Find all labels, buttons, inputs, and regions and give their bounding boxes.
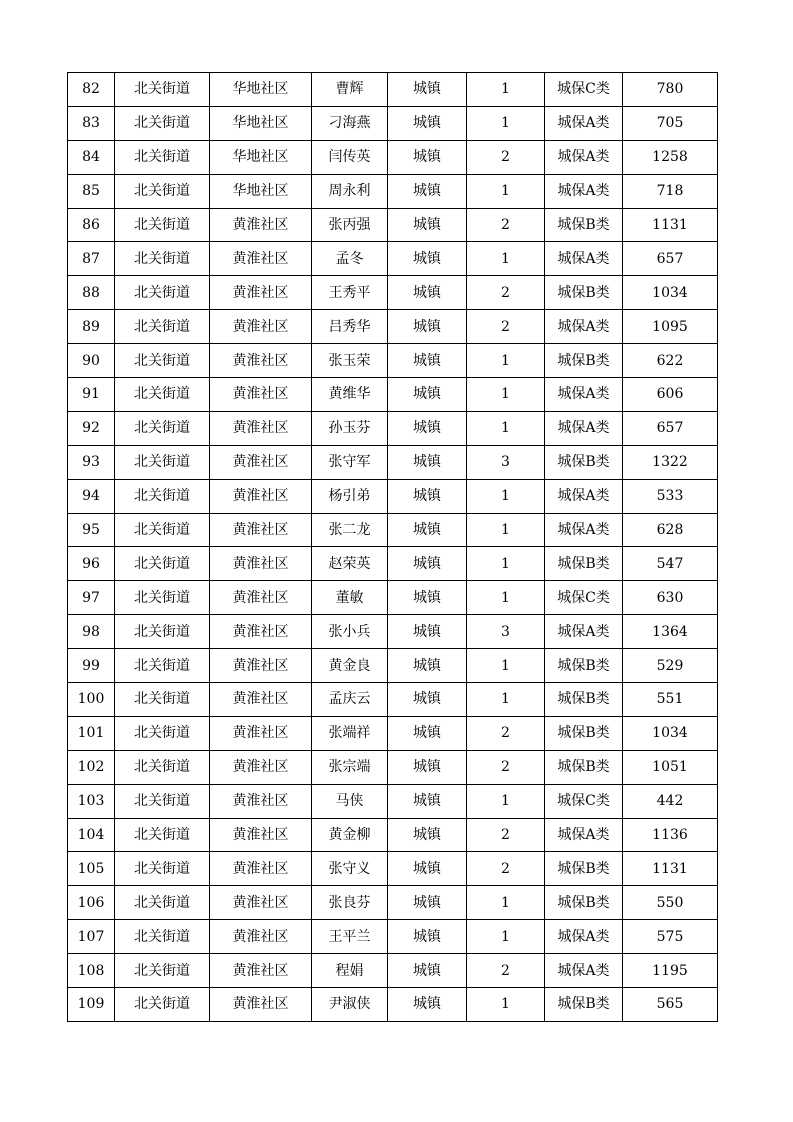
amount-cell: 1051 <box>623 750 718 784</box>
table-row <box>68 954 718 988</box>
name-cell: 张小兵 <box>312 615 388 649</box>
community-cell: 黄淮社区 <box>210 615 312 649</box>
community-cell: 黄淮社区 <box>210 988 312 1022</box>
row-number-cell: 108 <box>68 954 115 988</box>
household-type-cell: 城镇 <box>388 73 467 107</box>
name-cell: 曹辉 <box>312 73 388 107</box>
table-row <box>68 479 718 513</box>
household-type-cell: 城镇 <box>388 513 467 547</box>
community-cell: 黄淮社区 <box>210 276 312 310</box>
street-cell: 北关街道 <box>115 547 210 581</box>
people-count-cell: 1 <box>467 920 545 954</box>
row-number-cell: 104 <box>68 818 115 852</box>
amount-cell: 1095 <box>623 310 718 344</box>
household-type-cell: 城镇 <box>388 716 467 750</box>
name-cell: 董敏 <box>312 581 388 615</box>
street-cell: 北关街道 <box>115 920 210 954</box>
household-type-cell: 城镇 <box>388 547 467 581</box>
category-cell: 城保B类 <box>545 445 623 479</box>
amount-cell: 780 <box>623 73 718 107</box>
category-cell: 城保A类 <box>545 106 623 140</box>
name-cell: 孟冬 <box>312 242 388 276</box>
category-cell: 城保B类 <box>545 886 623 920</box>
community-cell: 黄淮社区 <box>210 818 312 852</box>
household-type-cell: 城镇 <box>388 988 467 1022</box>
amount-cell: 1131 <box>623 208 718 242</box>
amount-cell: 565 <box>623 988 718 1022</box>
table-row <box>68 513 718 547</box>
row-number-cell: 95 <box>68 513 115 547</box>
table-row <box>68 344 718 378</box>
table-row <box>68 750 718 784</box>
amount-cell: 622 <box>623 344 718 378</box>
household-type-cell: 城镇 <box>388 581 467 615</box>
people-count-cell: 3 <box>467 615 545 649</box>
street-cell: 北关街道 <box>115 344 210 378</box>
people-count-cell: 1 <box>467 174 545 208</box>
name-cell: 赵荣英 <box>312 547 388 581</box>
street-cell: 北关街道 <box>115 310 210 344</box>
amount-cell: 533 <box>623 479 718 513</box>
amount-cell: 657 <box>623 411 718 445</box>
community-cell: 黄淮社区 <box>210 649 312 683</box>
community-cell: 黄淮社区 <box>210 479 312 513</box>
street-cell: 北关街道 <box>115 954 210 988</box>
street-cell: 北关街道 <box>115 581 210 615</box>
row-number-cell: 96 <box>68 547 115 581</box>
household-type-cell: 城镇 <box>388 276 467 310</box>
row-number-cell: 93 <box>68 445 115 479</box>
amount-cell: 1136 <box>623 818 718 852</box>
name-cell: 刁海燕 <box>312 106 388 140</box>
community-cell: 黄淮社区 <box>210 784 312 818</box>
name-cell: 张守军 <box>312 445 388 479</box>
name-cell: 杨引弟 <box>312 479 388 513</box>
amount-cell: 628 <box>623 513 718 547</box>
category-cell: 城保A类 <box>545 140 623 174</box>
household-type-cell: 城镇 <box>388 886 467 920</box>
table-row <box>68 242 718 276</box>
people-count-cell: 2 <box>467 310 545 344</box>
name-cell: 张守义 <box>312 852 388 886</box>
table-row <box>68 276 718 310</box>
row-number-cell: 86 <box>68 208 115 242</box>
category-cell: 城保C类 <box>545 784 623 818</box>
street-cell: 北关街道 <box>115 988 210 1022</box>
table-row <box>68 547 718 581</box>
household-type-cell: 城镇 <box>388 445 467 479</box>
people-count-cell: 1 <box>467 378 545 412</box>
people-count-cell: 3 <box>467 445 545 479</box>
street-cell: 北关街道 <box>115 378 210 412</box>
amount-cell: 442 <box>623 784 718 818</box>
street-cell: 北关街道 <box>115 276 210 310</box>
category-cell: 城保B类 <box>545 750 623 784</box>
name-cell: 张端祥 <box>312 716 388 750</box>
people-count-cell: 2 <box>467 276 545 310</box>
household-type-cell: 城镇 <box>388 140 467 174</box>
category-cell: 城保B类 <box>545 208 623 242</box>
name-cell: 黄维华 <box>312 378 388 412</box>
people-count-cell: 1 <box>467 106 545 140</box>
amount-cell: 575 <box>623 920 718 954</box>
street-cell: 北关街道 <box>115 716 210 750</box>
community-cell: 黄淮社区 <box>210 513 312 547</box>
category-cell: 城保A类 <box>545 242 623 276</box>
household-type-cell: 城镇 <box>388 378 467 412</box>
community-cell: 黄淮社区 <box>210 445 312 479</box>
people-count-cell: 1 <box>467 649 545 683</box>
category-cell: 城保B类 <box>545 344 623 378</box>
name-cell: 张丙强 <box>312 208 388 242</box>
community-cell: 黄淮社区 <box>210 378 312 412</box>
table-row <box>68 310 718 344</box>
people-count-cell: 2 <box>467 716 545 750</box>
name-cell: 张良芬 <box>312 886 388 920</box>
community-cell: 黄淮社区 <box>210 683 312 717</box>
table-row <box>68 106 718 140</box>
category-cell: 城保A类 <box>545 479 623 513</box>
people-count-cell: 2 <box>467 750 545 784</box>
street-cell: 北关街道 <box>115 784 210 818</box>
amount-cell: 705 <box>623 106 718 140</box>
roster-table-body <box>68 73 718 1022</box>
street-cell: 北关街道 <box>115 750 210 784</box>
street-cell: 北关街道 <box>115 818 210 852</box>
people-count-cell: 2 <box>467 852 545 886</box>
street-cell: 北关街道 <box>115 106 210 140</box>
community-cell: 黄淮社区 <box>210 242 312 276</box>
community-cell: 黄淮社区 <box>210 852 312 886</box>
table-row <box>68 140 718 174</box>
row-number-cell: 92 <box>68 411 115 445</box>
name-cell: 闫传英 <box>312 140 388 174</box>
street-cell: 北关街道 <box>115 615 210 649</box>
name-cell: 程娟 <box>312 954 388 988</box>
table-row <box>68 988 718 1022</box>
community-cell: 黄淮社区 <box>210 581 312 615</box>
people-count-cell: 1 <box>467 581 545 615</box>
household-type-cell: 城镇 <box>388 683 467 717</box>
street-cell: 北关街道 <box>115 649 210 683</box>
category-cell: 城保B类 <box>545 683 623 717</box>
amount-cell: 1034 <box>623 716 718 750</box>
street-cell: 北关街道 <box>115 683 210 717</box>
people-count-cell: 2 <box>467 954 545 988</box>
household-type-cell: 城镇 <box>388 174 467 208</box>
household-type-cell: 城镇 <box>388 411 467 445</box>
row-number-cell: 88 <box>68 276 115 310</box>
name-cell: 黄金柳 <box>312 818 388 852</box>
household-type-cell: 城镇 <box>388 784 467 818</box>
amount-cell: 1258 <box>623 140 718 174</box>
name-cell: 孟庆云 <box>312 683 388 717</box>
category-cell: 城保A类 <box>545 310 623 344</box>
amount-cell: 657 <box>623 242 718 276</box>
amount-cell: 547 <box>623 547 718 581</box>
people-count-cell: 1 <box>467 73 545 107</box>
people-count-cell: 1 <box>467 242 545 276</box>
street-cell: 北关街道 <box>115 513 210 547</box>
row-number-cell: 89 <box>68 310 115 344</box>
household-type-cell: 城镇 <box>388 615 467 649</box>
street-cell: 北关街道 <box>115 886 210 920</box>
people-count-cell: 1 <box>467 344 545 378</box>
people-count-cell: 1 <box>467 411 545 445</box>
table-row <box>68 784 718 818</box>
amount-cell: 550 <box>623 886 718 920</box>
street-cell: 北关街道 <box>115 73 210 107</box>
street-cell: 北关街道 <box>115 140 210 174</box>
row-number-cell: 100 <box>68 683 115 717</box>
row-number-cell: 98 <box>68 615 115 649</box>
community-cell: 黄淮社区 <box>210 208 312 242</box>
amount-cell: 1131 <box>623 852 718 886</box>
row-number-cell: 91 <box>68 378 115 412</box>
community-cell: 华地社区 <box>210 73 312 107</box>
household-type-cell: 城镇 <box>388 649 467 683</box>
people-count-cell: 1 <box>467 479 545 513</box>
name-cell: 周永利 <box>312 174 388 208</box>
street-cell: 北关街道 <box>115 174 210 208</box>
table-row <box>68 445 718 479</box>
community-cell: 黄淮社区 <box>210 750 312 784</box>
table-row <box>68 73 718 107</box>
category-cell: 城保A类 <box>545 615 623 649</box>
name-cell: 张宗端 <box>312 750 388 784</box>
household-type-cell: 城镇 <box>388 344 467 378</box>
row-number-cell: 102 <box>68 750 115 784</box>
category-cell: 城保A类 <box>545 411 623 445</box>
row-number-cell: 82 <box>68 73 115 107</box>
community-cell: 黄淮社区 <box>210 716 312 750</box>
people-count-cell: 1 <box>467 988 545 1022</box>
name-cell: 张二龙 <box>312 513 388 547</box>
community-cell: 黄淮社区 <box>210 920 312 954</box>
community-cell: 华地社区 <box>210 106 312 140</box>
people-count-cell: 2 <box>467 818 545 852</box>
household-type-cell: 城镇 <box>388 208 467 242</box>
community-cell: 黄淮社区 <box>210 954 312 988</box>
category-cell: 城保B类 <box>545 649 623 683</box>
name-cell: 张玉荣 <box>312 344 388 378</box>
row-number-cell: 103 <box>68 784 115 818</box>
table-row <box>68 852 718 886</box>
household-type-cell: 城镇 <box>388 242 467 276</box>
table-row <box>68 649 718 683</box>
row-number-cell: 107 <box>68 920 115 954</box>
amount-cell: 1322 <box>623 445 718 479</box>
row-number-cell: 105 <box>68 852 115 886</box>
name-cell: 王平兰 <box>312 920 388 954</box>
amount-cell: 718 <box>623 174 718 208</box>
household-type-cell: 城镇 <box>388 920 467 954</box>
people-count-cell: 1 <box>467 886 545 920</box>
row-number-cell: 87 <box>68 242 115 276</box>
table-row <box>68 683 718 717</box>
table-row <box>68 378 718 412</box>
category-cell: 城保A类 <box>545 920 623 954</box>
street-cell: 北关街道 <box>115 208 210 242</box>
street-cell: 北关街道 <box>115 479 210 513</box>
table-row <box>68 716 718 750</box>
name-cell: 王秀平 <box>312 276 388 310</box>
table-row <box>68 818 718 852</box>
amount-cell: 529 <box>623 649 718 683</box>
people-count-cell: 1 <box>467 784 545 818</box>
category-cell: 城保A类 <box>545 818 623 852</box>
household-type-cell: 城镇 <box>388 750 467 784</box>
category-cell: 城保B类 <box>545 852 623 886</box>
street-cell: 北关街道 <box>115 852 210 886</box>
row-number-cell: 99 <box>68 649 115 683</box>
people-count-cell: 2 <box>467 140 545 174</box>
community-cell: 黄淮社区 <box>210 344 312 378</box>
community-cell: 华地社区 <box>210 140 312 174</box>
table-row <box>68 615 718 649</box>
amount-cell: 606 <box>623 378 718 412</box>
table-row <box>68 581 718 615</box>
row-number-cell: 90 <box>68 344 115 378</box>
people-count-cell: 1 <box>467 513 545 547</box>
category-cell: 城保C类 <box>545 73 623 107</box>
table-row <box>68 208 718 242</box>
row-number-cell: 109 <box>68 988 115 1022</box>
household-type-cell: 城镇 <box>388 954 467 988</box>
row-number-cell: 84 <box>68 140 115 174</box>
amount-cell: 1034 <box>623 276 718 310</box>
street-cell: 北关街道 <box>115 445 210 479</box>
row-number-cell: 106 <box>68 886 115 920</box>
table-row <box>68 174 718 208</box>
household-type-cell: 城镇 <box>388 818 467 852</box>
table-row <box>68 886 718 920</box>
community-cell: 黄淮社区 <box>210 310 312 344</box>
name-cell: 吕秀华 <box>312 310 388 344</box>
table-row <box>68 920 718 954</box>
household-type-cell: 城镇 <box>388 106 467 140</box>
community-cell: 黄淮社区 <box>210 411 312 445</box>
people-count-cell: 2 <box>467 208 545 242</box>
category-cell: 城保B类 <box>545 716 623 750</box>
people-count-cell: 1 <box>467 683 545 717</box>
household-type-cell: 城镇 <box>388 852 467 886</box>
row-number-cell: 97 <box>68 581 115 615</box>
row-number-cell: 85 <box>68 174 115 208</box>
category-cell: 城保B类 <box>545 547 623 581</box>
street-cell: 北关街道 <box>115 242 210 276</box>
name-cell: 孙玉芬 <box>312 411 388 445</box>
name-cell: 尹淑侠 <box>312 988 388 1022</box>
community-cell: 黄淮社区 <box>210 886 312 920</box>
category-cell: 城保B类 <box>545 988 623 1022</box>
community-cell: 华地社区 <box>210 174 312 208</box>
category-cell: 城保A类 <box>545 174 623 208</box>
community-cell: 黄淮社区 <box>210 547 312 581</box>
table-row <box>68 411 718 445</box>
category-cell: 城保B类 <box>545 276 623 310</box>
street-cell: 北关街道 <box>115 411 210 445</box>
name-cell: 马侠 <box>312 784 388 818</box>
roster-table <box>67 72 718 1022</box>
amount-cell: 551 <box>623 683 718 717</box>
amount-cell: 1364 <box>623 615 718 649</box>
category-cell: 城保A类 <box>545 513 623 547</box>
row-number-cell: 94 <box>68 479 115 513</box>
amount-cell: 630 <box>623 581 718 615</box>
row-number-cell: 101 <box>68 716 115 750</box>
category-cell: 城保A类 <box>545 954 623 988</box>
people-count-cell: 1 <box>467 547 545 581</box>
household-type-cell: 城镇 <box>388 479 467 513</box>
name-cell: 黄金良 <box>312 649 388 683</box>
amount-cell: 1195 <box>623 954 718 988</box>
category-cell: 城保C类 <box>545 581 623 615</box>
category-cell: 城保A类 <box>545 378 623 412</box>
row-number-cell: 83 <box>68 106 115 140</box>
household-type-cell: 城镇 <box>388 310 467 344</box>
